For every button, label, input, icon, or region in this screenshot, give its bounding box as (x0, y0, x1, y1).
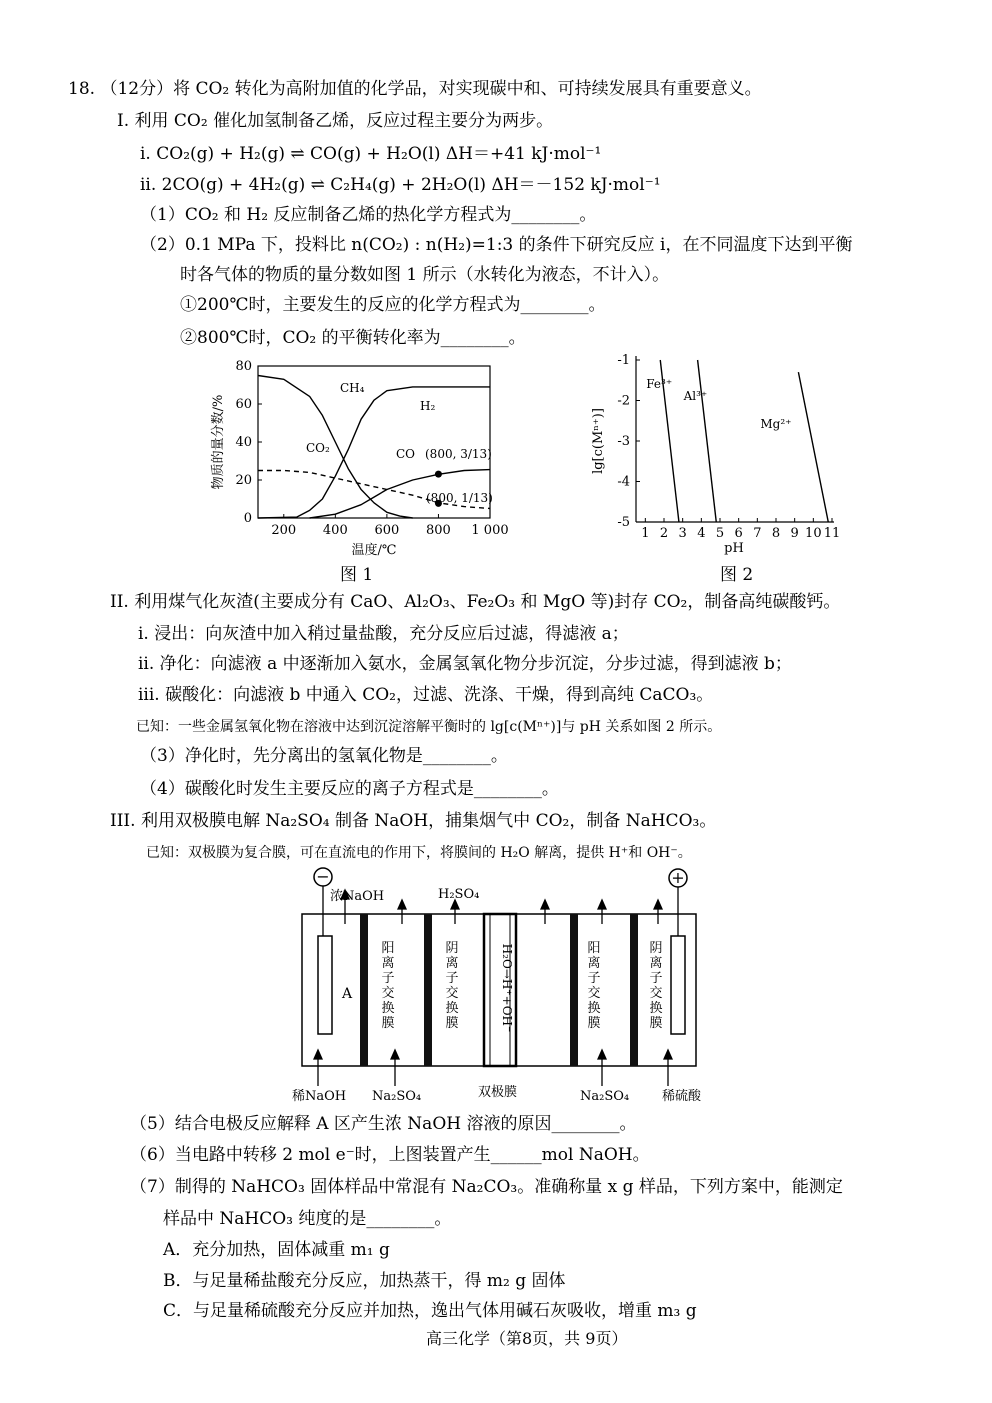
question-3: （3）净化时，先分离出的氢氧化物是________。 (140, 746, 508, 766)
figure-1-chart (200, 352, 510, 562)
step-ii: ii. 净化：向滤液 a 中逐渐加入氨水，金属氢氧化物分步沉淀，分步过滤，得到滤液 b； (138, 654, 792, 674)
fig1-y-axis-label: 物质的量分数/% (211, 394, 226, 490)
fig1-y-tick-label: 20 (235, 473, 252, 488)
fig1-y-tick-label: 60 (235, 397, 252, 412)
membrane-label-anion-2: 阴离子交换膜 (649, 941, 663, 1031)
step-i: i. 浸出：向灰渣中加入稍过量盐酸，充分反应后过滤，得滤液 a； (138, 624, 629, 644)
fig2-y-tick-label: -5 (617, 515, 630, 530)
question-2-sub1: ①200℃时，主要发生的反应的化学方程式为________。 (180, 295, 606, 315)
option-a: A．充分加热，固体减重 m₁ g (163, 1240, 390, 1260)
anion-membrane-1 (424, 914, 432, 1066)
membrane-label-anion-1: 阴离子交换膜 (445, 941, 459, 1031)
fig1-x-axis-label: 温度/℃ (351, 543, 397, 558)
question-18-title: 18. （12分）将 CO₂ 转化为高附加值的化学品，对实现碳中和、可持续发展具有重要意义。 (68, 79, 762, 99)
known-note-2: 已知：双极膜为复合膜，可在直流电的作用下，将膜间的 H₂O 解离，提供 H⁺和 OH⁻。 (146, 845, 692, 861)
question-2-line1: （2）0.1 MPa 下，投料比 n(CO₂) : n(H₂)=1:3 的条件下研究反应 i，在不同温度下达到平衡 (140, 235, 853, 255)
fig2-y-tick-label: -2 (617, 393, 630, 409)
fig2-x-tick-label: 5 (715, 526, 725, 541)
fig1-x-tick-label: 800 (426, 523, 451, 538)
fig1-series-CH₄ (258, 376, 416, 519)
fig2-y-tick-label: -4 (617, 474, 630, 490)
part-iii-heading: III. 利用双极膜电解 Na₂SO₄ 制备 NaOH，捕集烟气中 CO₂，制备 NaHCO₃。 (110, 811, 717, 831)
fig2-x-tick-label: 9 (790, 526, 799, 541)
fig1-series-label: CO (396, 447, 416, 461)
fig1-series-label: CO₂ (306, 441, 330, 455)
question-5: （5）结合电极反应解释 A 区产生浓 NaOH 溶液的原因________。 (130, 1114, 637, 1134)
step-iii: iii. 碳酸化：向滤液 b 中通入 CO₂，过滤、洗涤、干燥，得到高纯 CaCO₃。 (138, 685, 714, 705)
fig2-x-tick-label: 10 (805, 526, 822, 541)
input-na2so4-2: Na₂SO₄ (580, 1089, 630, 1104)
part-i-heading: I. 利用 CO₂ 催化加氢制备乙烯，反应过程主要分为两步。 (117, 111, 554, 131)
fig1-point-label: (800, 3/13) (425, 447, 492, 461)
bipolar-membrane-label: 双极膜 (478, 1085, 518, 1100)
fig2-y-tick-label: -1 (617, 353, 630, 368)
fig1-x-tick-label: 400 (322, 523, 348, 538)
fig2-x-tick-label: 11 (823, 526, 841, 541)
page-footer: 高三化学（第8页，共 9页） (426, 1329, 628, 1348)
fig2-x-axis-label: pH (724, 541, 744, 556)
fig2-x-tick-label: 6 (734, 526, 743, 541)
question-1: （1）CO₂ 和 H₂ 反应制备乙烯的热化学方程式为________。 (140, 205, 597, 225)
output-h2so4: H₂SO₄ (438, 887, 480, 902)
reaction-i: i. CO₂(g) + H₂(g) ⇌ CO(g) + H₂O(l) ΔH＝+41 kJ·mol⁻¹ (140, 144, 602, 164)
fig1-point-label: (800, 1/13) (426, 491, 493, 505)
question-7-line1: （7）制得的 NaHCO₃ 固体样品中常混有 Na₂CO₃。准确称量 x g 样品，下列方案中，能测定 (130, 1177, 843, 1197)
fig2-x-tick-label: 2 (659, 526, 669, 541)
cation-membrane-1 (360, 914, 368, 1066)
negative-sign: − (316, 867, 330, 886)
fig1-x-tick-label: 600 (374, 523, 400, 538)
fig1-series-label: H₂ (420, 399, 436, 413)
figure-2-chart (588, 346, 848, 561)
fig1-y-tick-label: 0 (243, 511, 252, 526)
fig1-y-tick-label: 80 (235, 359, 252, 374)
known-note-1: 已知：一些金属氢氧化物在溶液中达到沉淀溶解平衡时的 lg[c(Mⁿ⁺)]与 pH 关系如图 2 所示。 (136, 719, 722, 735)
question-2-sub2: ②800℃时，CO₂ 的平衡转化率为________。 (180, 328, 526, 348)
input-dilute-h2so4: 稀硫酸 (662, 1089, 702, 1104)
fig2-x-tick-label: 8 (771, 526, 781, 541)
fig2-line-Mg²⁺ (798, 372, 828, 522)
part-ii-heading: II. 利用煤气化灰渣(主要成分有 CaO、Al₂O₃、Fe₂O₃ 和 MgO 等)封存 CO₂，制备高纯碳酸钙。 (110, 592, 841, 612)
reaction-ii: ii. 2CO(g) + 4H₂(g) ⇌ C₂H₄(g) + 2H₂O(l) ΔH＝－152 kJ·mol⁻¹ (140, 175, 661, 195)
electrolysis-diagram (290, 864, 730, 1112)
question-2-line2: 时各气体的物质的量分数如图 1 所示（水转化为液态，不计入）。 (180, 265, 670, 285)
membrane-label-cation-1: 阳离子交换膜 (381, 941, 395, 1031)
fig1-x-tick-label: 1 000 (471, 523, 509, 538)
positive-sign: + (671, 868, 685, 887)
fig2-x-tick-label: 1 (641, 526, 650, 541)
fig2-x-tick-label: 3 (678, 526, 687, 541)
fig1-x-tick-label: 200 (271, 523, 297, 538)
region-a-label: A (342, 986, 353, 1002)
fig2-y-tick-label: -3 (617, 434, 630, 449)
cathode-electrode (318, 936, 332, 1034)
membrane-label-cation-2: 阳离子交换膜 (587, 941, 601, 1031)
fig2-x-tick-label: 4 (697, 526, 706, 541)
fig2-y-axis-label: lg[c(Mⁿ⁺)] (591, 408, 606, 474)
bipolar-dissociation-label: H₂O→H⁺+OH⁻ (500, 943, 514, 1033)
anion-membrane-2 (630, 914, 638, 1066)
fig2-series-label: Mg²⁺ (760, 417, 792, 431)
fig2-series-label: Al³⁺ (683, 389, 708, 403)
fig1-series-label: CH₄ (340, 381, 365, 395)
option-c: C．与足量稀硫酸充分反应并加热，逸出气体用碱石灰吸收，增重 m₃ g (163, 1301, 697, 1321)
fig2-line-Al³⁺ (698, 360, 717, 522)
output-conc-naoh: 浓NaOH (330, 889, 385, 904)
fig2-series-label: Fe³⁺ (646, 377, 673, 391)
question-7-line2: 样品中 NaHCO₃ 纯度的是________。 (163, 1209, 452, 1229)
question-6: （6）当电路中转移 2 mol e⁻时，上图装置产生______mol NaOH。 (130, 1145, 650, 1165)
fig2-x-tick-label: 7 (753, 526, 762, 541)
question-4: （4）碳酸化时发生主要反应的离子方程式是________。 (140, 779, 559, 799)
figure-1-caption: 图 1 (340, 565, 374, 585)
fig1-marked-point (435, 471, 442, 478)
input-na2so4-1: Na₂SO₄ (372, 1089, 422, 1104)
cation-membrane-2 (570, 914, 578, 1066)
anode-electrode (671, 936, 685, 1034)
input-dilute-naoh: 稀NaOH (292, 1089, 347, 1104)
figure-2-caption: 图 2 (720, 565, 754, 585)
fig1-y-tick-label: 40 (235, 435, 252, 450)
option-b: B．与足量稀盐酸充分反应，加热蒸干，得 m₂ g 固体 (163, 1271, 566, 1291)
